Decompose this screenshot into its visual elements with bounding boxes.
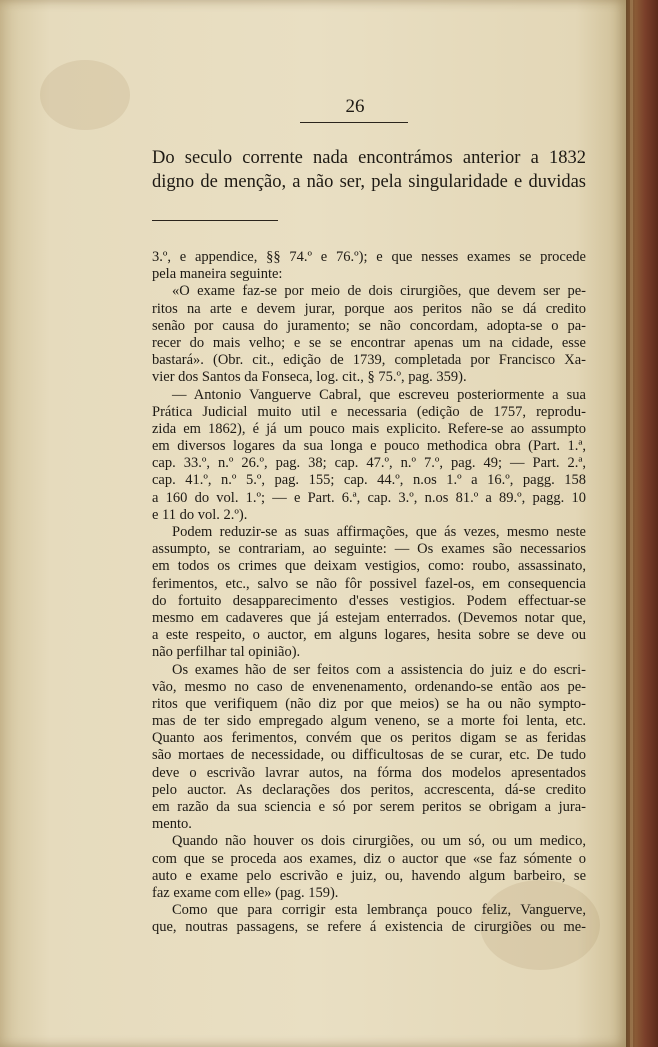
text-line: assumpto, se contrariam, ao seguinte: — Os exames são necessarios: [152, 541, 586, 558]
text-line: bastará». (Obr. cit., edição de 1739, completada por Francisco Xa-: [152, 352, 586, 369]
text-line: que, noutras passagens, se refere á existencia de cirurgiões ou me-: [152, 919, 586, 936]
text-line: ferimentos, etc., salvo se não fôr possivel fazel-os, em consequencia: [152, 575, 586, 592]
text-line: mas de ter sido empregado algum veneno, se a morte foi lenta, etc.: [152, 713, 586, 730]
text-line: pela maneira seguinte:: [152, 266, 283, 283]
paper-stain: [40, 60, 130, 130]
text-line: recer do mais velho; e se se encontrar apenas um na cidade, esse: [152, 334, 586, 351]
text-line: em diversos logares da sua longa e pouco methodica obra (Part. 1.ª,: [152, 438, 586, 455]
text-line: Podem reduzir-se as suas affirmações, que ás vezes, mesmo neste: [172, 524, 586, 540]
text-line: deve o escrivão lavrar autos, na fórma dos modelos apresentados: [152, 764, 586, 781]
text-line: Prática Judicial muito util e necessaria (edição de 1757, reprodu-: [152, 403, 586, 420]
text-line: com que se proceda aos exames, diz o auctor que «se faz sómente o: [152, 850, 586, 867]
text-line: do fortuito desapparecimento d'esses vestigios. Podem effectuar-se: [152, 592, 586, 609]
text-line: — Antonio Vanguerve Cabral, que escreveu posteriormente a sua: [172, 386, 586, 403]
text-line: a 160 do vol. 1.º; — e Part. 6.ª, cap. 3.º, n.os 81.º a 89.º, pagg. 10: [152, 489, 586, 506]
text-line: Como que para corrigir esta lembrança pouco feliz, Vanguerve,: [172, 902, 586, 919]
intro-line: digno de menção, a não ser, pela singularidade e duvidas: [152, 172, 586, 192]
text-line: ritos que verifiquem (não diz por que meios) se ha ou não sympto-: [152, 695, 586, 712]
text-line: Os exames hão de ser feitos com a assistencia do juiz e do escri-: [172, 661, 586, 678]
text-line: vão, mesmo no caso de envenenamento, ordenando-se então aos pe-: [152, 678, 586, 695]
footnote-text: [152, 249, 586, 937]
text-line: pelo auctor. As declarações dos peritos, accrescenta, dá-se credito: [152, 781, 586, 798]
text-line: cap. 41.º, n.º 5.º, pag. 155; cap. 44.º, n.os 1.º a 16.º, pagg. 158: [152, 472, 586, 489]
text-line: mento.: [152, 816, 192, 833]
book-edge: [626, 0, 658, 1047]
page-number: 26: [345, 96, 365, 117]
text-line: em razão da sua sciencia e só por serem peritos se obrigam a jura-: [152, 799, 586, 815]
text-line: ritos na arte e devem jurar, porque aos peritos não se dá credito: [152, 300, 586, 317]
text-line: vier dos Santos da Fonseca, log. cit., § 75.º, pag. 359).: [152, 369, 467, 386]
text-line: são mortaes de necessidade, ou difficultosas de se curar, etc. De tudo: [152, 747, 586, 764]
footnote-rule: [152, 220, 278, 221]
page-number-rule: [300, 122, 408, 123]
text-line: zida em 1862), é já um pouco mais explicito. Refere-se ao assumpto: [152, 420, 586, 437]
text-line: em todos os crimes que deixam vestigios, como: roubo, assassinato,: [152, 558, 586, 575]
text-line: 3.º, e appendice, §§ 74.º e 76.º); e que nesses exames se procede: [152, 249, 586, 265]
text-line: e 11 do vol. 2.º).: [152, 506, 248, 523]
text-line: Quando não houver os dois cirurgiões, ou um só, ou um medico,: [172, 833, 586, 850]
text-line: a este respeito, o auctor, em alguns logares, hesita sobre se deve ou: [152, 627, 586, 644]
text-line: senão por causa do juramento; se não concordam, adopta-se o pa-: [152, 317, 586, 334]
text-line: mesmo em cadaveres que já estejam enterrados. (Devemos notar que,: [152, 609, 586, 626]
intro-paragraph: [152, 146, 586, 194]
text-line: não perfilhar tal opinião).: [152, 644, 301, 661]
text-line: «O exame faz-se por meio de dois cirurgiões, que devem ser pe-: [172, 283, 586, 300]
text-line: faz exame com elle» (pag. 159).: [152, 884, 339, 901]
text-line: cap. 33.º, n.º 26.º, pag. 38; cap. 47.º, n.º 7.º, pag. 49; — Part. 2.ª,: [152, 455, 586, 472]
intro-line: Do seculo corrente nada encontrámos anterior a 1832: [152, 148, 586, 168]
text-line: Quanto aos ferimentos, convém que os peritos digam se as feridas: [152, 730, 586, 747]
text-line: auto e exame pelo escrivão e juiz, ou, havendo algum barbeiro, se: [152, 867, 586, 884]
